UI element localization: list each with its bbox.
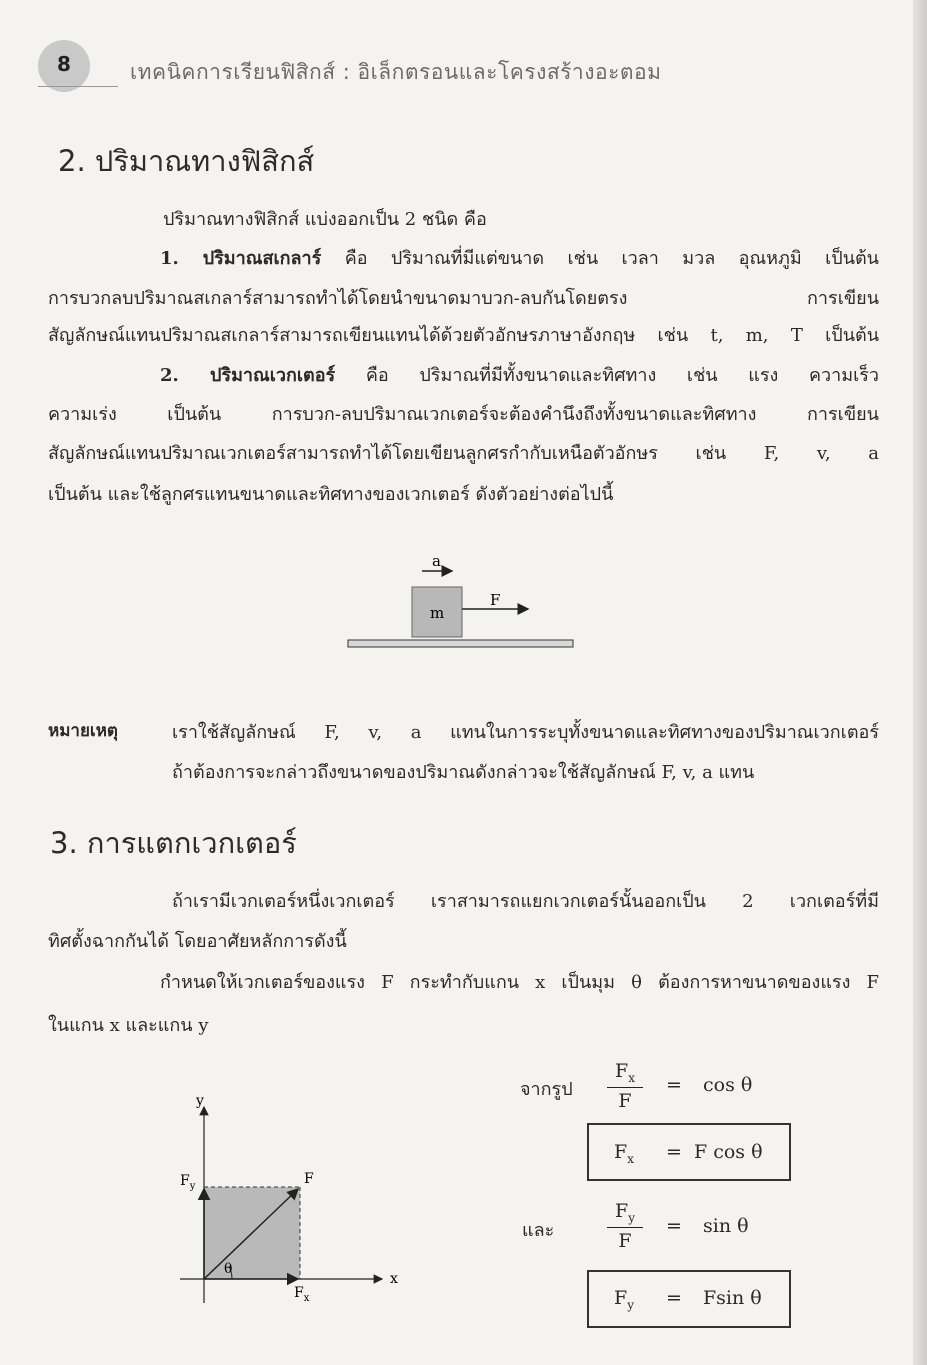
equals-4: =	[666, 1287, 682, 1309]
section-3-heading: 3. การแตกเวกเตอร์	[50, 826, 297, 860]
header-rule	[38, 86, 118, 87]
ground-surface	[348, 640, 573, 647]
x-axis-label: x	[390, 1271, 398, 1287]
eq1-rhs: cos θ	[703, 1074, 753, 1096]
and-label: และ	[522, 1220, 555, 1241]
eq2-rhs: sin θ	[703, 1215, 749, 1237]
vector-line-4: เป็นต้น และใช้ลูกศรแทนขนาดและทิศทางของเวกเตอร์ ดังตัวอย่างต่อไปนี้	[48, 484, 614, 505]
section-2-intro: ปริมาณทางฟิสิกส์ แบ่งออกเป็น 2 ชนิด คือ	[163, 209, 487, 230]
fy-label: $F_y$	[180, 1173, 196, 1192]
note-line-1-post: แทนในการระบุทั้งขนาดและทิศทางของปริมาณเวกเตอร์	[450, 722, 879, 743]
note-symbols: F, v, a	[324, 722, 422, 743]
section-3-line-2: ทิศตั้งฉากกันได้ โดยอาศัยหลักการดังนี้	[48, 931, 347, 952]
section-2-heading: 2. ปริมาณทางฟิสิกส์	[58, 144, 315, 178]
fraction-fy-over-f: $\frac{F_y}{F}$	[607, 1200, 643, 1252]
mass-label: m	[430, 604, 445, 622]
vector-line-1	[160, 360, 879, 389]
equals-2: =	[666, 1141, 682, 1163]
equals-1: =	[666, 1074, 682, 1096]
vector-decomposition-figure	[170, 1095, 410, 1310]
page-number: 8	[57, 52, 71, 76]
page-edge	[913, 0, 927, 1365]
frac2-numerator: F	[615, 1200, 629, 1222]
acceleration-label: a	[432, 552, 441, 570]
box2-lhs: $F_y$	[614, 1287, 634, 1312]
running-title: เทคนิคการเรียนฟิสิกส์ : อิเล็กตรอนและโครงสร้างอะตอม	[130, 60, 662, 84]
scalar-line-1	[160, 243, 879, 272]
note-line-1	[172, 717, 879, 746]
fraction-fx-over-f: $\frac{F_x}{F}$	[607, 1060, 643, 1112]
section-3-line-4: ในแกน x และแกน y	[48, 1015, 209, 1036]
note-line-1-pre: เราใช้สัญลักษณ์	[172, 722, 296, 743]
frac1-numerator: F	[615, 1060, 629, 1082]
note-line-2: ถ้าต้องการจะกล่าวถึงขนาดของปริมาณดังกล่าวจะใช้สัญลักษณ์ F, v, a แทน	[172, 762, 755, 783]
box1-rhs: F cos θ	[694, 1141, 763, 1163]
vector-label: 2. ปริมาณเวกเตอร์	[160, 365, 336, 386]
scalar-line-2: การบวกลบปริมาณสเกลาร์สามารถทำได้โดยนำขนาดมาบวก-ลบกันโดยตรง การเขียน	[48, 288, 879, 309]
box1-lhs: $F_x$	[614, 1141, 634, 1166]
scalar-line-3: สัญลักษณ์แทนปริมาณสเกลาร์สามารถเขียนแทนได้ด้วยตัวอักษรภาษาอังกฤษ เช่น t, m, T เป็นต้น	[48, 325, 879, 346]
from-figure-label: จากรูป	[520, 1079, 573, 1100]
note-label: หมายเหตุ	[48, 721, 118, 741]
y-axis-label: y	[196, 1095, 204, 1109]
fx-label: $F_x$	[294, 1285, 310, 1304]
force-label: F	[490, 591, 501, 609]
vector-symbols: F, v, a	[763, 443, 879, 464]
vector-line-2: ความเร่ง เป็นต้น การบวก-ลบปริมาณเวกเตอร์จะต้องคำนึงถึงทั้งขนาดและทิศทาง การเขียน	[48, 404, 879, 425]
frac1-denominator: F	[618, 1089, 632, 1112]
vector-line-1-text: คือ ปริมาณที่มีทั้งขนาดและทิศทาง เช่น แรง ความเร็ว	[365, 365, 879, 386]
f-label: F	[304, 1171, 314, 1187]
box2-rhs: Fsin θ	[703, 1287, 762, 1309]
scalar-line-1-text: คือ ปริมาณที่มีแต่ขนาด เช่น เวลา มวล อุณหภูมิ เป็นต้น	[344, 248, 879, 269]
section-3-line-1: ถ้าเรามีเวกเตอร์หนึ่งเวกเตอร์ เราสามารถแยกเวกเตอร์นั้นออกเป็น 2 เวกเตอร์ที่มี	[172, 891, 879, 912]
block-force-figure	[340, 545, 580, 655]
frac2-denominator: F	[618, 1229, 632, 1252]
section-3-line-3: กำหนดให้เวกเตอร์ของแรง F กระทำกับแกน x เป็นมุม θ ต้องการหาขนาดของแรง F	[160, 972, 879, 993]
vector-line-3	[48, 438, 879, 467]
theta-label: θ	[224, 1261, 233, 1277]
scalar-label: 1. ปริมาณสเกลาร์	[160, 248, 322, 269]
vector-line-3-text: สัญลักษณ์แทนปริมาณเวกเตอร์สามารถทำได้โดยเขียนลูกศรกำกับเหนือตัวอักษร เช่น	[48, 443, 727, 464]
equals-3: =	[666, 1215, 682, 1237]
